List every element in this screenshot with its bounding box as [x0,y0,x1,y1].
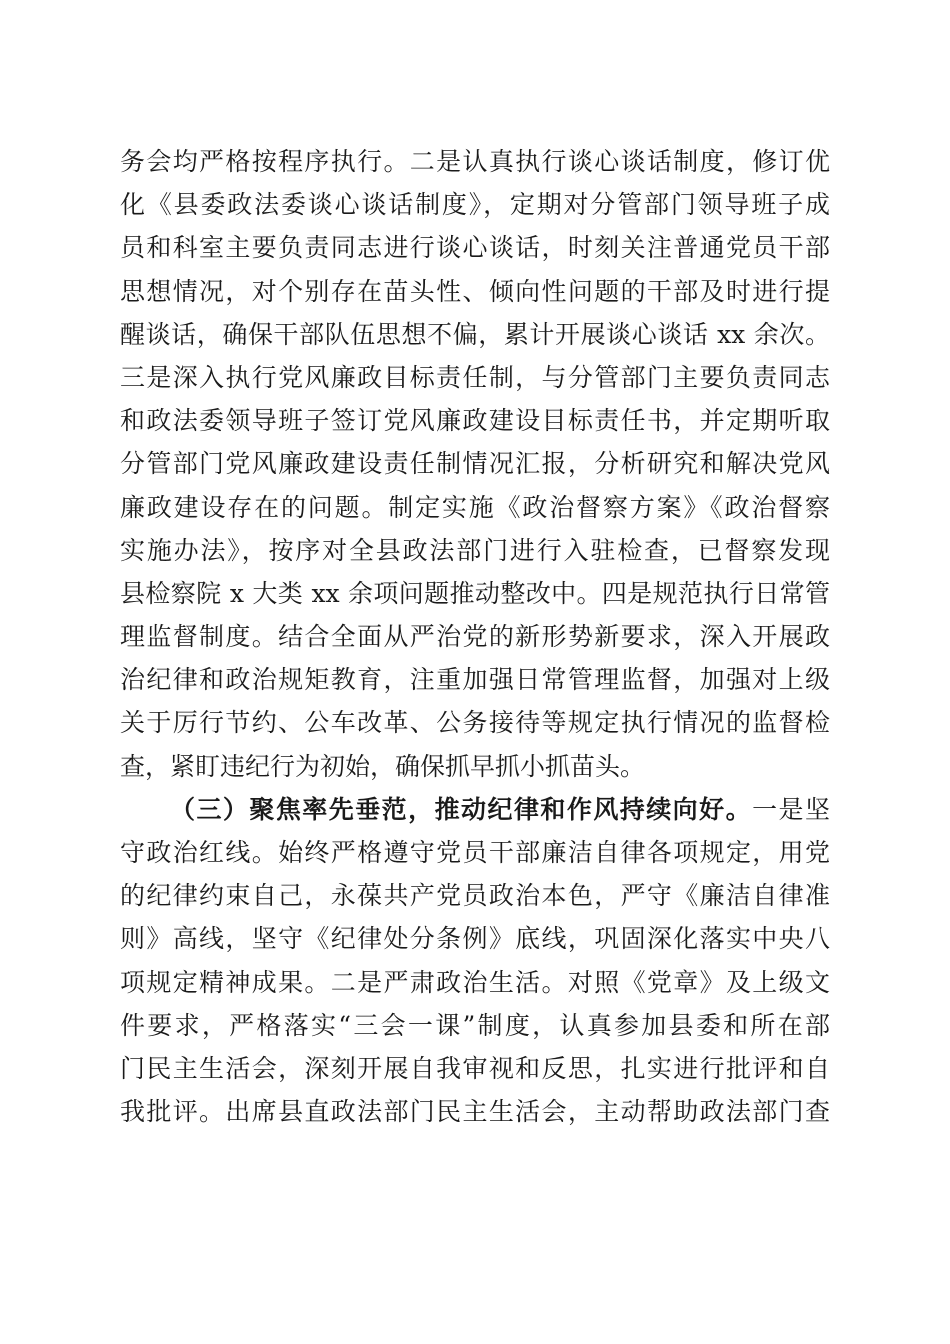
text-line: 醒谈话，确保干部队伍思想不偏，累计开展谈心谈话 xx 余次。 [120,319,830,349]
text-line: 理监督制度。结合全面从严治党的新形势新要求，深入开展政 [120,622,830,652]
document-body [120,140,830,1133]
text-line: 关于厉行节约、公车改革、公务接待等规定执行情况的监督检 [120,708,830,738]
heading-line-rest: 一是坚 [752,794,830,824]
text-line: 查，紧盯违纪行为初始，确保抓早抓小抓苗头。 [120,751,646,781]
text-line: 项规定精神成果。二是严肃政治生活。对照《党章》及上级文 [120,967,830,997]
text-line: 门民主生活会，深刻开展自我审视和反思，扎实进行批评和自 [120,1053,830,1083]
text-line: 则》高线，坚守《纪律处分条例》底线，巩固深化落实中央八 [120,924,830,954]
text-line: 员和科室主要负责同志进行谈心谈话，时刻关注普通党员干部 [120,233,830,263]
text-line: 思想情况，对个别存在苗头性、倾向性问题的干部及时进行提 [120,276,830,306]
text-line: 我批评。出席县直政法部门民主生活会，主动帮助政法部门查 [120,1097,830,1127]
text-line: 三是深入执行党风廉政目标责任制，与分管部门主要负责同志 [120,362,830,392]
text-line: 县检察院 x 大类 xx 余项问题推动整改中。四是规范执行日常管 [120,578,830,608]
text-line: 守政治红线。始终严格遵守党员干部廉洁自律各项规定，用党 [120,838,830,867]
text-line: 分管部门党风廉政建设责任制情况汇报，分析研究和解决党风 [120,449,830,479]
paragraph-1 [120,140,830,788]
text-line: 的纪律约束自己，永葆共产党员政治本色，严守《廉洁自律准 [120,881,830,911]
text-line: 和政法委领导班子签订党风廉政建设目标责任书，并定期听取 [120,406,830,436]
section-heading: （三）聚焦率先垂范，推动纪律和作风持续向好。 [170,794,753,824]
text-line: 实施办法》，按序对全县政法部门进行入驻检查，已督察发现 [120,535,830,565]
paragraph-2 [120,788,830,1134]
text-line: 廉政建设存在的问题。制定实施《政治督察方案》《政治督察 [120,492,830,522]
text-line: 化《县委政法委谈心谈话制度》，定期对分管部门领导班子成 [120,190,830,220]
text-line: 件要求，严格落实“三会一课”制度，认真参加县委和所在部 [120,1010,830,1040]
heading-line [120,788,830,831]
text-line: 务会均严格按程序执行。二是认真执行谈心谈话制度，修订优 [120,147,830,176]
text-line: 治纪律和政治规矩教育，注重加强日常管理监督，加强对上级 [120,665,830,695]
